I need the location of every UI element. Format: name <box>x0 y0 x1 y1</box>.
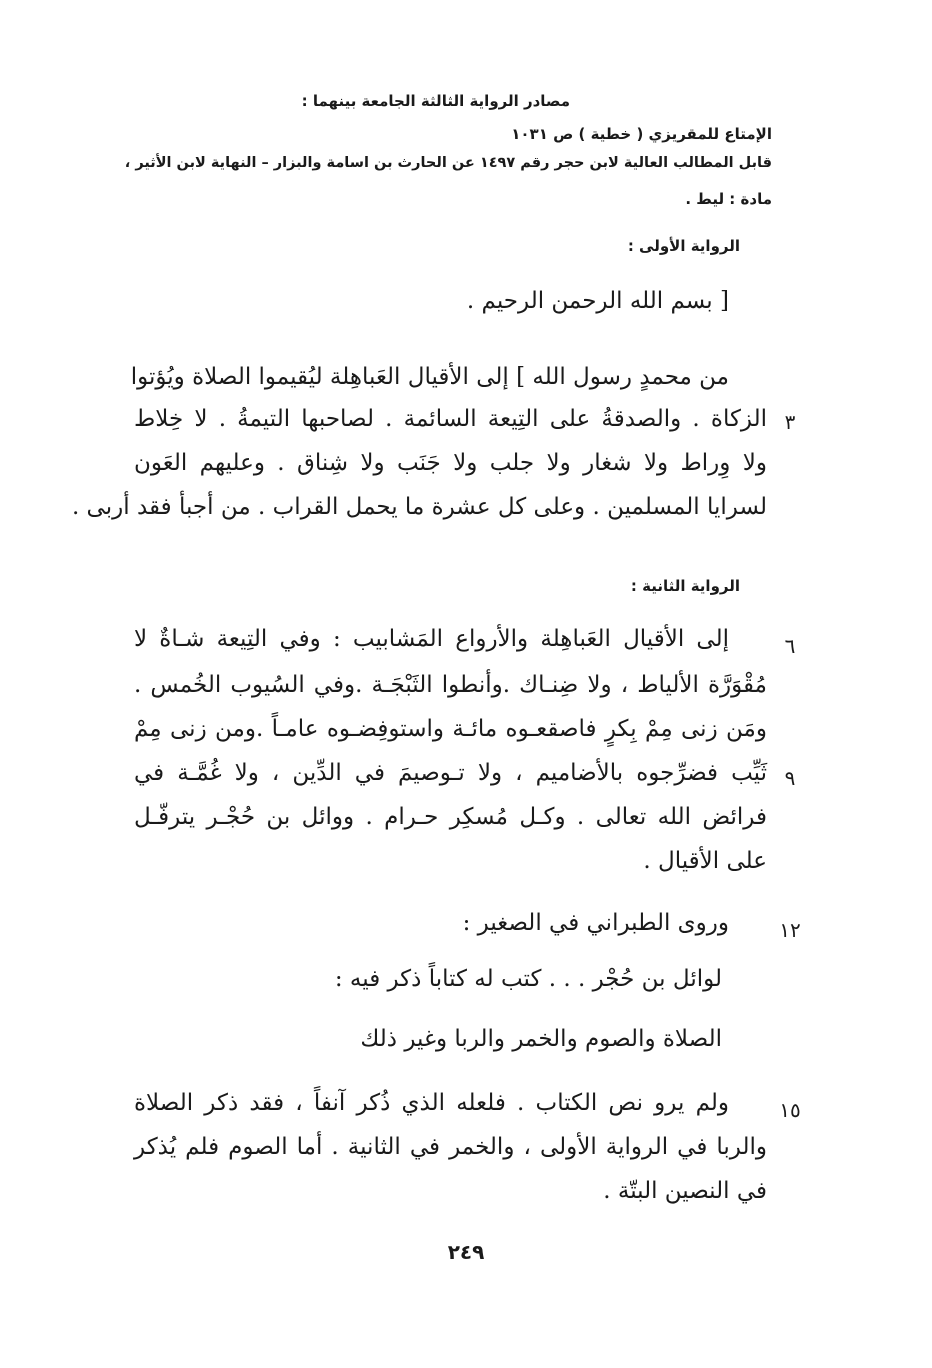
first-narration-line-1: من محمدٍ رسول الله ] إلى الأقيال العَباهِلة ليُقيموا الصلاة ويُؤتوا <box>130 364 729 390</box>
sources-heading: مصادر الرواية الثالثة الجامعة بينهما : <box>301 92 570 110</box>
first-narration-line-2: الزكاة . والصدقةُ على التِيعة السائمة . لصاحبها التيمةُ . لا خِلاط <box>134 406 767 432</box>
source-line-3: مادة : ليط . <box>685 190 772 208</box>
page-number: ٢٤٩ <box>447 1240 485 1264</box>
tabarani-line-2: لوائل بن حُجْر . . . كتب له كتاباً ذكر فيه : <box>334 966 722 992</box>
second-narration-line-6: على الأقيال . <box>643 848 767 874</box>
second-narration-line-1: إلى الأقيال العَباهِلة والأرواع المَشابيب : وفي التِيعة شـاةٌ لا <box>134 626 729 652</box>
line-number-6: ٦ <box>784 634 796 658</box>
line-number-9: ٩ <box>784 766 796 790</box>
closing-line-3: في النصين البتّة . <box>603 1178 767 1204</box>
closing-line-1: ولم يرو نص الكتاب . فلعله الذي ذُكر آنفاً ، فقد ذكر الصلاة <box>134 1090 729 1116</box>
line-number-12: ١٢ <box>779 918 801 942</box>
line-number-15: ١٥ <box>779 1098 801 1122</box>
second-narration-line-4: ثَيِّب فضرِّجوه بالأضاميم ، ولا تـوصيمَ في الدِّين ، ولا غُمَّـة في <box>134 760 767 786</box>
second-narration-line-3: ومَن زنى مِمْ بِكرٍ فاصقعـوه مائـة واستوفِضـوه عامـاً .ومن زنى مِمْ <box>134 716 767 742</box>
second-narration-heading: الرواية الثانية : <box>630 577 740 595</box>
second-narration-line-2: مُقْوَرَّة الألياط ، ولا ضِنـاك .وأنطوا الثَبْجَـة .وفي السُيوب الخُمس . <box>134 672 767 698</box>
first-narration-line-3: ولا وِراط ولا شغار ولا جلب ولا جَنَب ولا شِناق . وعليهم العَون <box>134 450 767 476</box>
tabarani-line-1: وروى الطبراني في الصغير : <box>462 910 729 936</box>
first-narration-heading: الرواية الأولى : <box>627 237 740 255</box>
second-narration-line-5: فرائض الله تعالى . وكـل مُسكِر حـرام . ووائل بن حُجْـر يترفّـل <box>134 804 767 830</box>
basmala: [ بسم الله الرحمن الرحيم . <box>466 288 729 314</box>
source-line-2: قابل المطالب العالية لابن حجر رقم ١٤٩٧ عن الحارث بن اسامة والبزار – النهاية لابن الأثير ، <box>124 155 772 171</box>
line-number-3: ٣ <box>784 410 796 434</box>
tabarani-line-3: الصلاة والصوم والخمر والربا وغير ذلك <box>360 1026 722 1052</box>
closing-line-2: والربا في الرواية الأولى ، والخمر في الثانية . أما الصوم فلم يُذكر <box>134 1134 767 1160</box>
first-narration-line-4: لسرايا المسلمين . وعلى كل عشرة ما يحمل القراب . من أجبأ فقد أربى . <box>71 494 767 520</box>
source-line-1: الإمتاع للمقريزي ( خطية ) ص ١٠٣١ <box>511 125 772 143</box>
